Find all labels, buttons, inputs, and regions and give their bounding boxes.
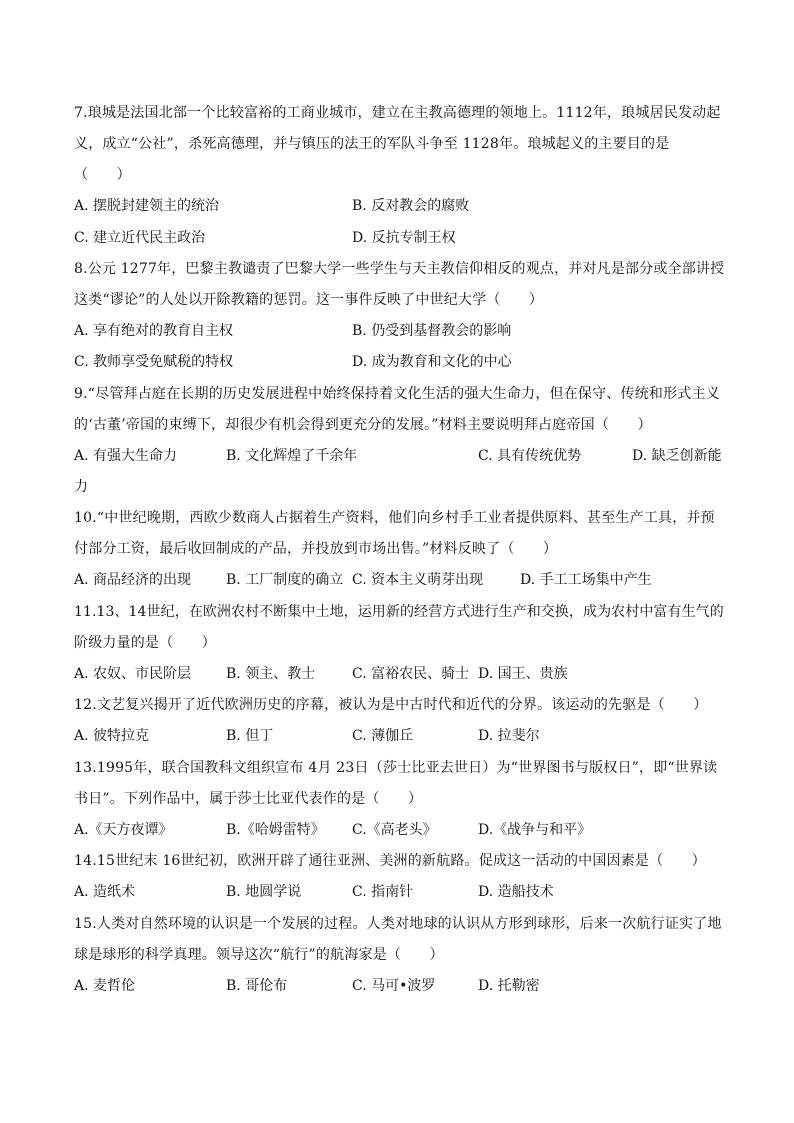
question-7-option-d: D. 反抗专制王权	[352, 230, 456, 246]
question-12-line-1: 12.文艺复兴揭开了近代欧洲历史的序幕，被认为是中古时代和近代的分界。该运动的先驱是（ ）	[74, 697, 708, 713]
question-13-option-d: D.《战争与和平》	[478, 822, 592, 838]
question-7-line-2: 义，成立“公社”，杀死高德理，并与镇压的法王的军队斗争至 1128年。琅城起义的主要目的是	[74, 136, 670, 152]
question-7-line-3: （ ）	[74, 167, 131, 183]
question-10-line-2: 付部分工资，最后收回制成的产品，并投放到市场出售。”材料反映了（ ）	[74, 541, 558, 557]
question-7-option-b: B. 反对教会的腐败	[352, 198, 470, 214]
question-14-option-c: C. 指南针	[352, 884, 414, 900]
question-12-option-b: B. 但丁	[226, 728, 274, 744]
question-11-line-2: 阶级力量的是（ ）	[74, 635, 216, 651]
question-9-option-c: C. 具有传统优势	[478, 448, 582, 464]
question-11-option-c: C. 富裕农民、骑士	[352, 666, 470, 682]
question-7-option-c: C. 建立近代民主政治	[74, 230, 206, 246]
question-8-option-a: A. 享有绝对的教育自主权	[74, 323, 234, 339]
question-11-option-b: B. 领主、教士	[226, 666, 316, 682]
question-11-option-a: A. 农奴、市民阶层	[74, 666, 192, 682]
question-13-option-c: C.《高老头》	[352, 822, 437, 838]
question-15-option-c: C. 马可•波罗	[352, 978, 436, 994]
question-10-option-a: A. 商品经济的出现	[74, 572, 192, 588]
question-15-option-d: D. 托勒密	[478, 978, 540, 994]
question-14-option-b: B. 地圆学说	[226, 884, 302, 900]
question-10-option-d: D. 手工工场集中产生	[520, 572, 652, 588]
question-8-line-1: 8.公元 1277年，巴黎主教谴责了巴黎大学一些学生与天主教信仰相反的观点，并对凡是部分或全部讲授	[74, 261, 725, 277]
question-8-option-c: C. 教师享受免赋税的特权	[74, 354, 234, 370]
question-8-line-2: 这类“谬论”的人处以开除教籍的惩罚。这一事件反映了中世纪大学（ ）	[74, 292, 544, 308]
question-15-line-1: 15.人类对自然环境的认识是一个发展的过程。人类对地球的认识从方形到球形，后来一次航行证实了地	[74, 916, 722, 932]
question-14-option-d: D. 造船技术	[478, 884, 554, 900]
question-10-line-1: 10.“中世纪晚期，西欧少数商人占据着生产资料，他们向乡村手工业者提供原料、甚至生产工具，并预	[74, 510, 715, 526]
question-12-option-a: A. 彼特拉克	[74, 728, 150, 744]
question-14-line-1: 14.15世纪末 16世纪初，欧洲开辟了通往亚洲、美洲的新航路。促成这一活动的中国因素是（ ）	[74, 853, 706, 869]
question-12-option-c: C. 薄伽丘	[352, 728, 414, 744]
question-11-line-1: 11.13、14世纪，在欧洲农村不断集中土地，运用新的经营方式进行生产和交换，成为农村中富有生气的	[74, 604, 724, 620]
question-13-line-2: 书日”。下列作品中，属于莎士比亚代表作的是（ ）	[74, 791, 423, 807]
question-8-option-d: D. 成为教育和文化的中心	[352, 354, 512, 370]
question-13-line-1: 13.1995年，联合国教科文组织宣布 4月 23日（莎士比亚去世日）为“世界图书与版权日”，即“世界读	[74, 760, 718, 776]
question-10-option-c: C. 资本主义萌芽出现	[352, 572, 484, 588]
question-10-option-b: B. 工厂制度的确立	[226, 572, 344, 588]
question-9-line-1: 9.“尽管拜占庭在长期的历史发展进程中始终保持着文化生活的强大生命力，但在保守、传统和形式主义	[74, 386, 720, 402]
question-15-line-2: 球是球形的科学真理。领导这次“航行”的航海家是（ ）	[74, 947, 444, 963]
question-14-option-a: A. 造纸术	[74, 884, 136, 900]
question-9-option-a: A. 有强大生命力	[74, 448, 178, 464]
question-9-line-2: 的‘古董’帝国的束缚下，却很少有机会得到更充分的发展。”材料主要说明拜占庭帝国（ ）	[74, 417, 652, 433]
question-13-option-a: A.《天方夜谭》	[74, 822, 173, 838]
question-15-option-b: B. 哥伦布	[226, 978, 288, 994]
question-9-option-d: D. 缺乏创新能	[632, 448, 722, 464]
question-11-option-d: D. 国王、贵族	[478, 666, 568, 682]
question-15-option-a: A. 麦哲伦	[74, 978, 136, 994]
question-9-option-d-wrap: 力	[74, 479, 88, 495]
question-13-option-b: B.《哈姆雷特》	[226, 822, 325, 838]
question-8-option-b: B. 仍受到基督教会的影响	[352, 323, 512, 339]
question-7-line-1: 7.琅城是法国北部一个比较富裕的工商业城市，建立在主教高德理的领地上。1112年，琅城居民发动起	[74, 105, 721, 121]
question-9-option-b: B. 文化辉煌了千余年	[226, 448, 358, 464]
question-12-option-d: D. 拉斐尔	[478, 728, 540, 744]
question-7-option-a: A. 摆脱封建领主的统治	[74, 198, 220, 214]
